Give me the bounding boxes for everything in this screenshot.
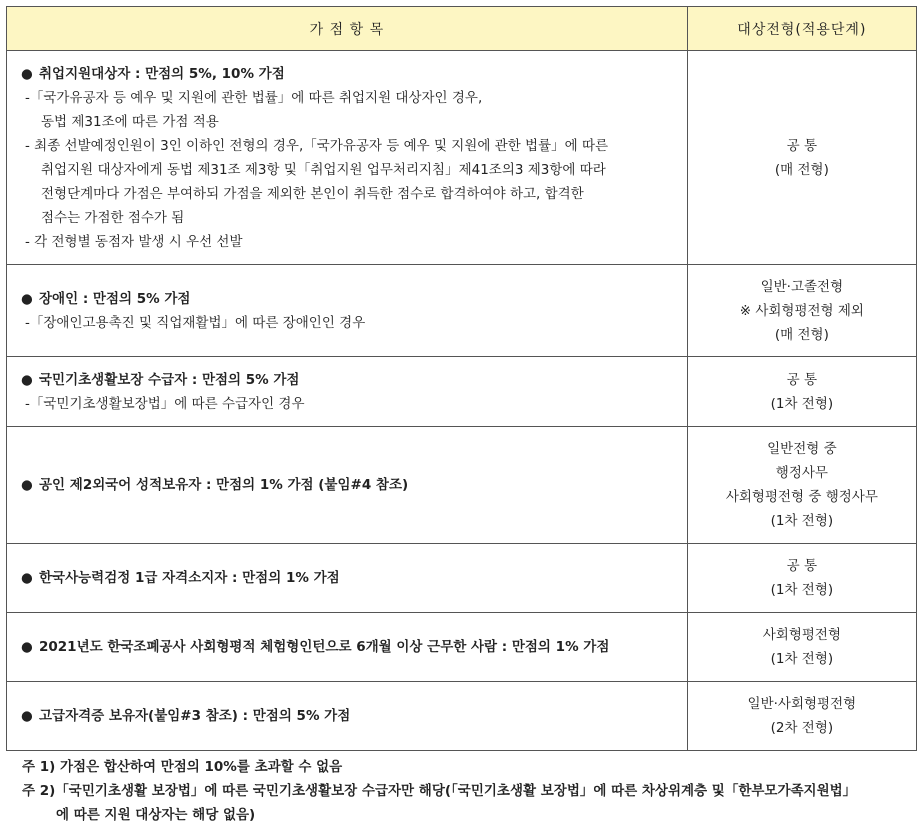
header-bonus-items: 가 점 항 목 [7,7,688,51]
target-line: (1차 전형) [770,651,834,667]
target-line: 일반·사회형평전형 [747,696,857,712]
bullet-icon: ● [21,639,33,655]
item-title: ● 국민기초생활보장 수급자 : 만점의 5% 가점 [21,368,687,392]
target-line: 공 통 [786,558,818,574]
item-line: -「국가유공자 등 예우 및 지원에 관한 법률」에 따른 취업지원 대상자인 경우, [25,89,483,106]
item-cell [7,544,688,613]
item-line: 점수는 가점한 점수가 됨 [41,209,185,226]
target-cell [687,357,916,427]
target-line: (1차 전형) [770,582,834,598]
item-line: 동법 제31조에 따른 가점 적용 [41,113,219,130]
target-line: (매 전형) [774,161,829,178]
bullet-icon: ● [21,290,33,307]
target-line: (1차 전형) [770,513,834,529]
table-row [7,51,917,265]
target-line: 일반·고졸전형 [760,278,844,295]
target-line: 공 통 [786,137,818,154]
target-cell [687,51,916,265]
bullet-icon: ● [21,65,33,82]
bullet-icon: ● [21,570,33,586]
footnote-2-continued: 에 따른 지원 대상자는 해당 없음) [56,807,256,823]
target-line: 행정사무 [775,465,828,481]
target-line: 일반전형 중 [767,441,837,457]
header-target-stage: 대상전형(적용단계) [687,7,916,51]
item-line: 전형단계마다 가점은 부여하되 가점을 제외한 본인이 취득한 점수로 합격하여야 하고, 합격한 [41,185,584,202]
target-line: 사회형평전형 [762,627,841,643]
item-line: -「장애인고용촉진 및 직업재활법」에 따른 장애인인 경우 [25,314,366,331]
bullet-icon: ● [21,371,33,388]
target-cell [687,613,916,682]
bullet-icon: ● [21,708,33,724]
item-title: ● 한국사능력검정 1급 자격소지자 : 만점의 1% 가점 [21,566,687,590]
item-line: -「국민기초생활보장법」에 따른 수급자인 경우 [25,395,305,412]
item-cell [7,682,688,751]
footnote-2: 주 2)「국민기초생활 보장법」에 따른 국민기초생활보장 수급자만 해당(「국민기초생활 보장법」에 따른 차상위계층 및「한부모가족지원법」 [22,783,857,799]
target-cell [687,682,916,751]
item-cell [7,427,688,544]
item-title: ● 취업지원대상자 : 만점의 5%, 10% 가점 [21,62,687,86]
target-line: (매 전형) [774,326,829,343]
item-title: ● 공인 제2외국어 성적보유자 : 만점의 1% 가점 (붙임#4 참조) [21,473,687,497]
target-line: 사회형평전형 중 행정사무 [725,489,878,505]
item-cell [7,613,688,682]
item-cell [7,265,688,357]
target-cell [687,427,916,544]
target-line: (1차 전형) [770,395,834,412]
target-cell [687,265,916,357]
bullet-icon: ● [21,477,33,493]
item-title: ● 고급자격증 보유자(붙임#3 참조) : 만점의 5% 가점 [21,704,687,728]
item-line: 취업지원 대상자에게 동법 제31조 제3항 및「취업지원 업무처리지침」제41조의3 제3항에 따라 [41,161,606,178]
target-line: ※ 사회형평전형 제외 [739,302,864,319]
item-cell [7,357,688,427]
table-row [7,682,917,751]
table-row [7,357,917,427]
footnote-1: 주 1) 가점은 합산하여 만점의 10%를 초과할 수 없음 [22,759,343,775]
table-row [7,265,917,357]
footnotes [22,755,856,827]
table-row [7,613,917,682]
table-row [7,544,917,613]
item-cell [7,51,688,265]
table-header-row [7,7,917,51]
bonus-points-table [6,6,917,751]
table-row [7,427,917,544]
item-title: ● 장애인 : 만점의 5% 가점 [21,287,687,311]
target-line: (2차 전형) [770,720,834,736]
item-line: - 각 전형별 동점자 발생 시 우선 선발 [25,233,243,250]
target-cell [687,544,916,613]
item-title: ● 2021년도 한국조폐공사 사회형평적 체험형인턴으로 6개월 이상 근무한 사람 : 만점의 1% 가점 [21,635,687,659]
target-line: 공 통 [786,371,818,388]
item-line: - 최종 선발예정인원이 3인 이하인 전형의 경우,「국가유공자 등 예우 및 지원에 관한 법률」에 따른 [25,137,609,154]
